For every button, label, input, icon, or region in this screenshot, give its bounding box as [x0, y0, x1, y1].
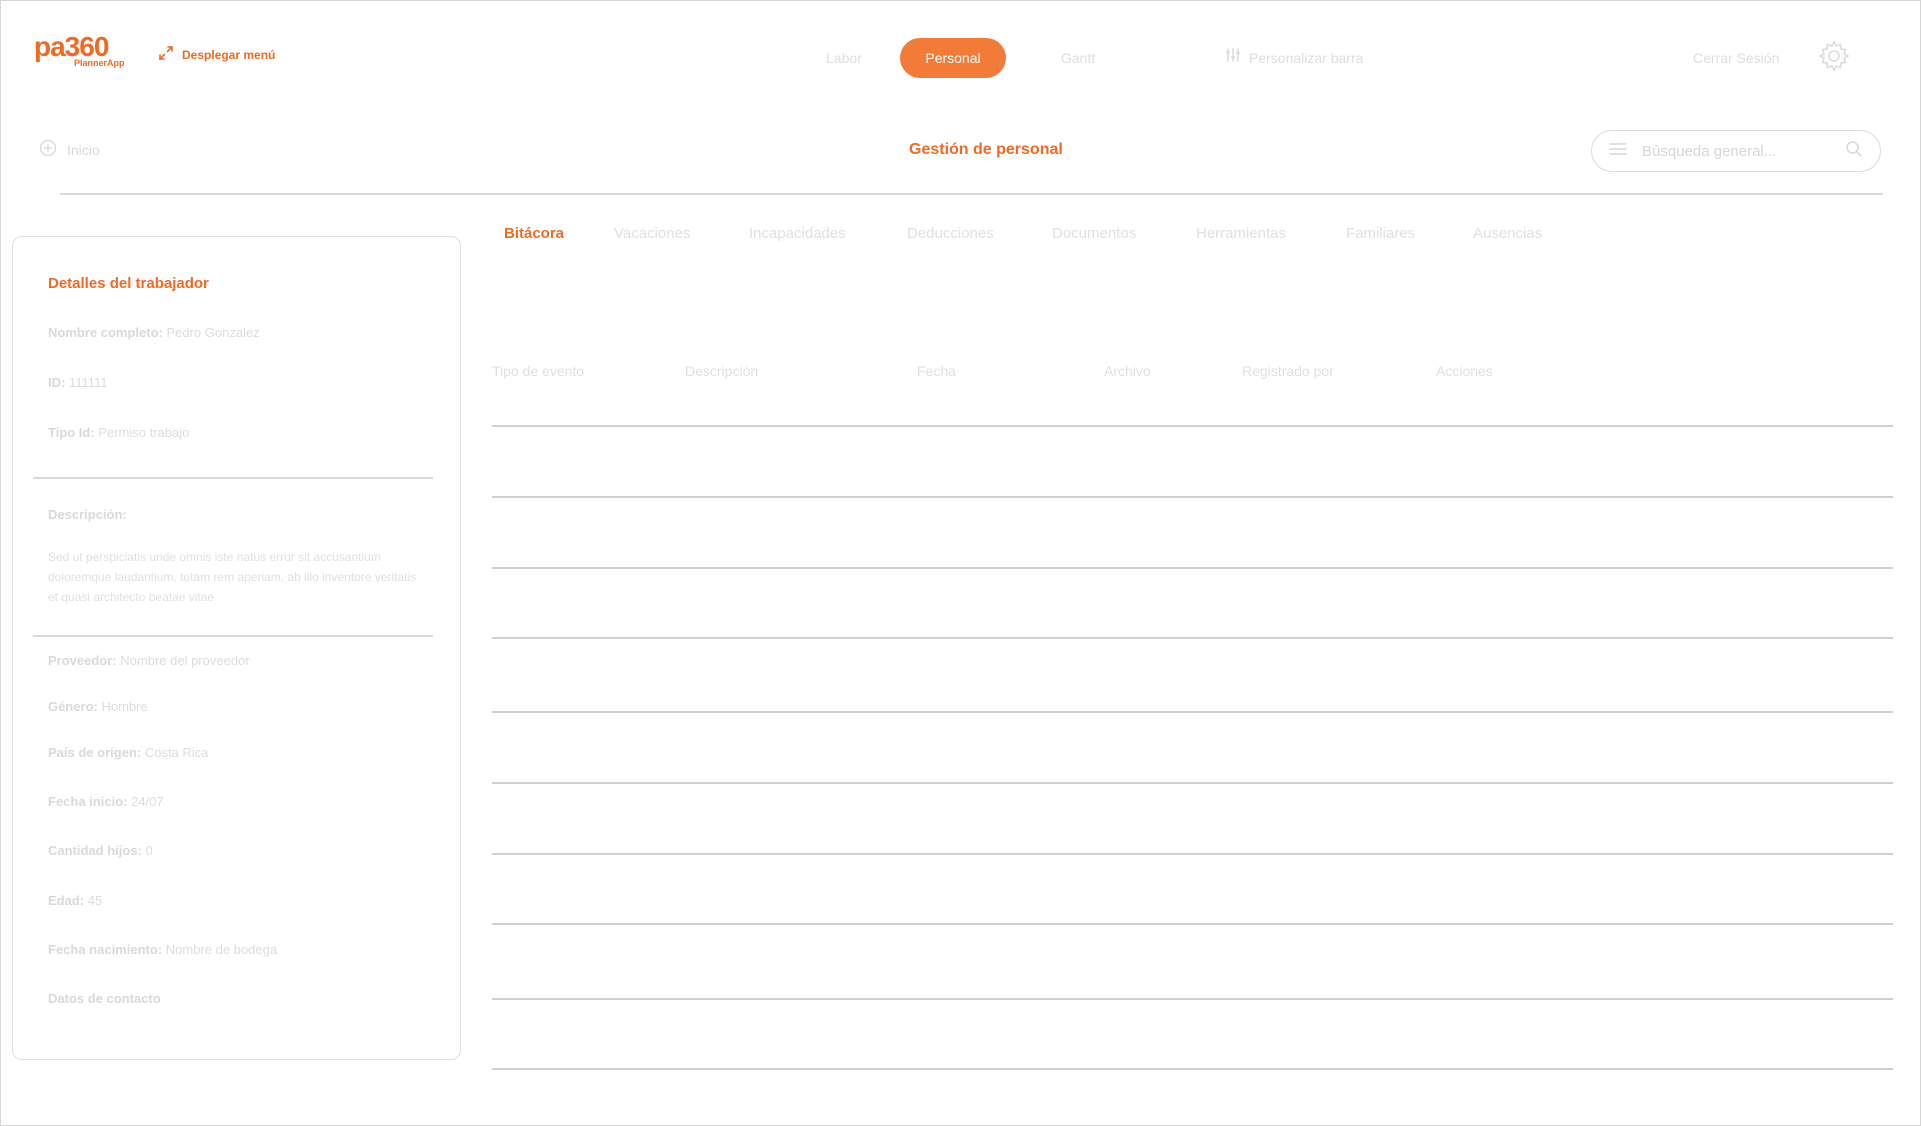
column-header-acciones[interactable]: Acciones [1436, 363, 1493, 379]
logo[interactable] [34, 33, 124, 73]
field-edad [48, 893, 102, 908]
sliders-icon [1225, 38, 1241, 78]
tab-bitacora[interactable]: Bitácora [504, 225, 565, 242]
field-nombre [48, 325, 260, 340]
field-descripcion [48, 507, 127, 522]
field-edad-value: 45 [87, 893, 103, 908]
card-divider [33, 477, 433, 479]
field-tipo-id [48, 425, 189, 440]
table-row [492, 711, 1893, 713]
table-row [492, 496, 1893, 498]
table-row [492, 853, 1893, 855]
table-row [492, 782, 1893, 784]
header-divider [60, 193, 1883, 195]
field-proveedor-value: Nombre del proveedor [120, 653, 250, 668]
table-row [492, 567, 1893, 569]
table-row [492, 425, 1893, 427]
field-nacimiento [48, 942, 277, 957]
table-row [492, 923, 1893, 925]
logo-subtitle: PlannerApp [74, 58, 125, 68]
field-tipo-value: Permiso trabajo [98, 425, 190, 440]
field-proveedor-label: Proveedor: [48, 653, 117, 668]
field-fecha-inicio-value: 24/07 [131, 794, 164, 809]
nav-item-personal[interactable]: Personal [900, 38, 1006, 78]
column-header-registrado-por[interactable]: Registrado por [1242, 363, 1334, 379]
search-icon[interactable] [1844, 139, 1864, 164]
tab-incapacidades[interactable]: Incapacidades [749, 225, 846, 242]
search-input[interactable] [1642, 143, 1830, 160]
field-id [48, 375, 108, 390]
home-label: Inicio [67, 141, 100, 158]
column-header-descripcion[interactable]: Descripción [685, 363, 759, 379]
field-genero-value: Hombre [101, 699, 148, 714]
tab-ausencias[interactable]: Ausencias [1473, 225, 1543, 242]
field-id-label: ID: [48, 375, 66, 390]
field-nombre-label: Nombre completo: [48, 325, 163, 340]
field-contacto[interactable] [48, 991, 161, 1006]
menu-icon[interactable] [1608, 139, 1628, 164]
field-id-value: 111111 [68, 375, 108, 390]
table-row [492, 637, 1893, 639]
home-icon [39, 139, 57, 160]
field-pais-value: Costa Rica [144, 745, 209, 760]
nav-customize-label: Personalizar barra [1249, 50, 1364, 66]
nav-item-gantt[interactable]: Gantt [1061, 50, 1096, 66]
tab-herramientas[interactable]: Herramientas [1196, 225, 1287, 242]
field-fecha-inicio-label: Fecha inicio: [48, 794, 128, 809]
home-link[interactable] [39, 139, 100, 160]
field-descripcion-label: Descripción: [48, 507, 127, 522]
field-genero-label: Género: [48, 699, 98, 714]
field-tipo-label: Tipo Id: [48, 425, 95, 440]
field-genero [48, 699, 148, 714]
worker-details-card [12, 236, 461, 1060]
field-proveedor [48, 653, 250, 668]
tab-familiares[interactable]: Familiares [1346, 225, 1416, 242]
tab-deducciones[interactable]: Deducciones [907, 225, 994, 242]
field-descripcion-value: Sed ut perspiciatis unde omnis iste natus error sit accusantium doloremque laudantium, totam rem aperiam, ab illo inventore veritatis et quasi architecto beatae vitae [48, 550, 417, 604]
expand-menu-label: Desplegar menú [182, 47, 276, 62]
nav-item-customize[interactable] [1225, 38, 1363, 78]
column-header-archivo[interactable]: Archivo [1104, 363, 1151, 379]
gear-icon[interactable] [1817, 39, 1851, 73]
field-nacimiento-label: Fecha nacimiento: [48, 942, 163, 957]
field-contacto-label: Datos de contacto [48, 991, 161, 1006]
column-header-tipo-evento[interactable]: Tipo de evento [492, 363, 585, 379]
tab-documentos[interactable]: Documentos [1052, 225, 1137, 242]
field-edad-label: Edad: [48, 893, 85, 908]
search-bar [1591, 130, 1881, 172]
table-row [492, 1068, 1893, 1070]
page-title: Gestión de personal [909, 141, 1063, 158]
logout-button[interactable]: Cerrar Sesión [1693, 50, 1780, 66]
worker-details-title: Detalles del trabajador [48, 275, 209, 292]
field-hijos-label: Cantidad hijos: [48, 843, 142, 858]
field-fecha-inicio [48, 794, 164, 809]
expand-menu-button[interactable] [158, 45, 275, 64]
card-divider [33, 635, 433, 637]
field-nacimiento-value: Nombre de bodega [165, 942, 278, 957]
field-pais-label: País de origen: [48, 745, 142, 760]
nav-item-labor[interactable]: Labor [826, 50, 862, 66]
field-nombre-value: Pedro Gonzalez [166, 325, 260, 340]
field-pais [48, 745, 208, 760]
field-hijos [48, 843, 153, 858]
expand-icon [158, 45, 174, 64]
logo-text: pa360 [34, 31, 109, 62]
column-header-fecha[interactable]: Fecha [917, 363, 956, 379]
table-row [492, 998, 1893, 1000]
tab-vacaciones[interactable]: Vacaciones [614, 225, 691, 242]
field-hijos-value: 0 [145, 843, 153, 858]
